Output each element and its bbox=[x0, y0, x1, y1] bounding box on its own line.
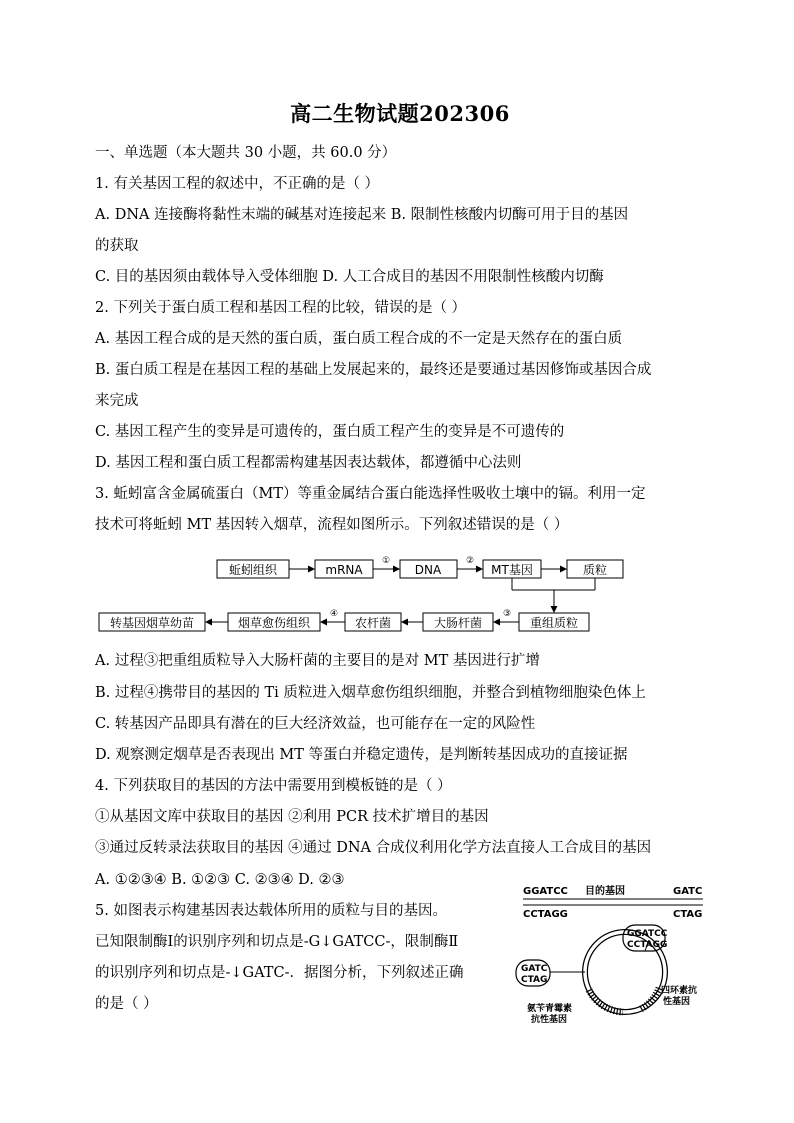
q3-stem: 3. 蚯蚓富含金属硫蛋白（MT）等重金属结合蛋白能选择性吸收土壤中的镉。利用一定 bbox=[95, 486, 646, 502]
flow-label-earthworm-tissue: 蚯蚓组织 bbox=[228, 563, 278, 577]
gene-left-site-bottom: CCTAGG bbox=[523, 909, 568, 920]
q3-option-b: B. 过程④携带目的基因的 Ti 质粒进入烟草愈伤组织细胞，并整合到植物细胞染色体上 bbox=[95, 685, 646, 701]
amp-resistance-label-1: 氨苄青霉素 bbox=[527, 1004, 573, 1014]
tet-resistance-label-1: 四环素抗 bbox=[661, 986, 698, 996]
amp-resistance-label-2: 抗性基因 bbox=[531, 1015, 568, 1025]
flow-label-transgenic-seedling: 转基因烟草幼苗 bbox=[109, 616, 195, 630]
q3-stem-cont: 技术可将蚯蚓 MT 基因转入烟草，流程如图所示。下列叙述错误的是（ ） bbox=[95, 517, 569, 533]
q5-stem-cont-2: 的识别序列和切点是-↓GATC-．据图分析，下列叙述正确 bbox=[95, 965, 464, 981]
q2-option-c: C. 基因工程产生的变异是可遗传的，蛋白质工程产生的变异是不可遗传的 bbox=[95, 424, 565, 440]
q3-option-d: D. 观察测定烟草是否表现出 MT 等蛋白并稳定遗传，是判断转基因成功的直接证据 bbox=[95, 747, 628, 763]
gene-right-site-top: GATC bbox=[673, 886, 703, 897]
q2-option-a: A. 基因工程合成的是天然的蛋白质，蛋白质工程合成的不一定是天然存在的蛋白质 bbox=[95, 331, 623, 347]
q3-option-a: A. 过程③把重组质粒导入大肠杆菌的主要目的是对 MT 基因进行扩增 bbox=[95, 653, 540, 669]
plasmid-site-2-top: GATC bbox=[521, 964, 548, 974]
q1-stem: 1. 有关基因工程的叙述中，不正确的是（ ） bbox=[95, 176, 380, 192]
q2-option-b: B. 蛋白质工程是在基因工程的基础上发展起来的，最终还是要通过基因修饰或基因合成 bbox=[95, 362, 652, 378]
flow-step-1: ① bbox=[381, 556, 391, 566]
flow-label-mrna: mRNA bbox=[325, 563, 363, 577]
flow-label-dna: DNA bbox=[414, 563, 442, 577]
q1-options-ab-cont: 的获取 bbox=[95, 238, 139, 254]
gene-left-site-top: GGATCC bbox=[523, 886, 568, 897]
plasmid-site-2-bottom: CTAG bbox=[521, 975, 548, 985]
flow-step-3: ③ bbox=[502, 609, 512, 619]
target-gene-label: 目的基因 bbox=[585, 886, 625, 897]
plasmid-site-1-bottom: CCTAGG bbox=[627, 940, 668, 950]
q1-options-cd: C. 目的基因须由载体导入受体细胞 D. 人工合成目的基因不用限制性核酸内切酶 bbox=[95, 269, 604, 285]
gene-right-site-bottom: CTAG bbox=[673, 909, 703, 920]
plasmid-site-1-top: GGATCC bbox=[627, 929, 668, 939]
q4-stem: 4. 下列获取目的基因的方法中需要用到模板链的是（ ） bbox=[95, 778, 452, 794]
section-heading: 一、单选题（本大题共 30 小题，共 60.0 分） bbox=[95, 145, 397, 161]
q2-option-b-cont: 来完成 bbox=[95, 393, 139, 409]
q2-stem: 2. 下列关于蛋白质工程和基因工程的比较，错误的是（ ） bbox=[95, 300, 467, 316]
page-title: 高二生物试题202306 bbox=[290, 101, 510, 126]
flow-label-e-coli: 大肠杆菌 bbox=[433, 616, 483, 630]
q2-option-d: D. 基因工程和蛋白质工程都需构建基因表达载体，都遵循中心法则 bbox=[95, 455, 522, 471]
q3-option-c: C. 转基因产品即具有潜在的巨大经济效益，也可能存在一定的风险性 bbox=[95, 716, 536, 732]
q5-stem-cont-1: 已知限制酶Ⅰ的识别序列和切点是-G↓GATCC-，限制酶Ⅱ bbox=[95, 934, 459, 950]
q4-options: A. ①②③④ B. ①②③ C. ②③④ D. ②③ bbox=[95, 872, 345, 888]
q4-item-1-2: ①从基因文库中获取目的基因 ②利用 PCR 技术扩增目的基因 bbox=[95, 809, 489, 825]
flow-label-recombinant-plasmid: 重组质粒 bbox=[529, 616, 579, 630]
q1-options-ab: A. DNA 连接酶将黏性末端的碱基对连接起来 B. 限制性核酸内切酶可用于目的基因 bbox=[95, 207, 629, 223]
q4-item-3-4: ③通过反转录法获取目的基因 ④通过 DNA 合成仪利用化学方法直接人工合成目的基因 bbox=[95, 840, 652, 856]
flow-step-4: ④ bbox=[329, 609, 339, 619]
flow-step-2: ② bbox=[465, 556, 475, 566]
q5-stem: 5. 如图表示构建基因表达载体所用的质粒与目的基因。 bbox=[95, 903, 447, 919]
flow-label-plasmid: 质粒 bbox=[582, 563, 608, 577]
flow-label-agrobacterium: 农杆菌 bbox=[354, 616, 392, 630]
q3-flow-diagram bbox=[95, 552, 705, 636]
q5-stem-cont-3: 的是（ ） bbox=[95, 996, 158, 1012]
tet-resistance-label-2: 性基因 bbox=[663, 997, 691, 1007]
flow-label-tobacco-callus: 烟草愈伤组织 bbox=[237, 616, 311, 630]
flow-label-mt-gene: MT基因 bbox=[491, 563, 533, 577]
q5-plasmid-diagram bbox=[513, 880, 705, 1030]
